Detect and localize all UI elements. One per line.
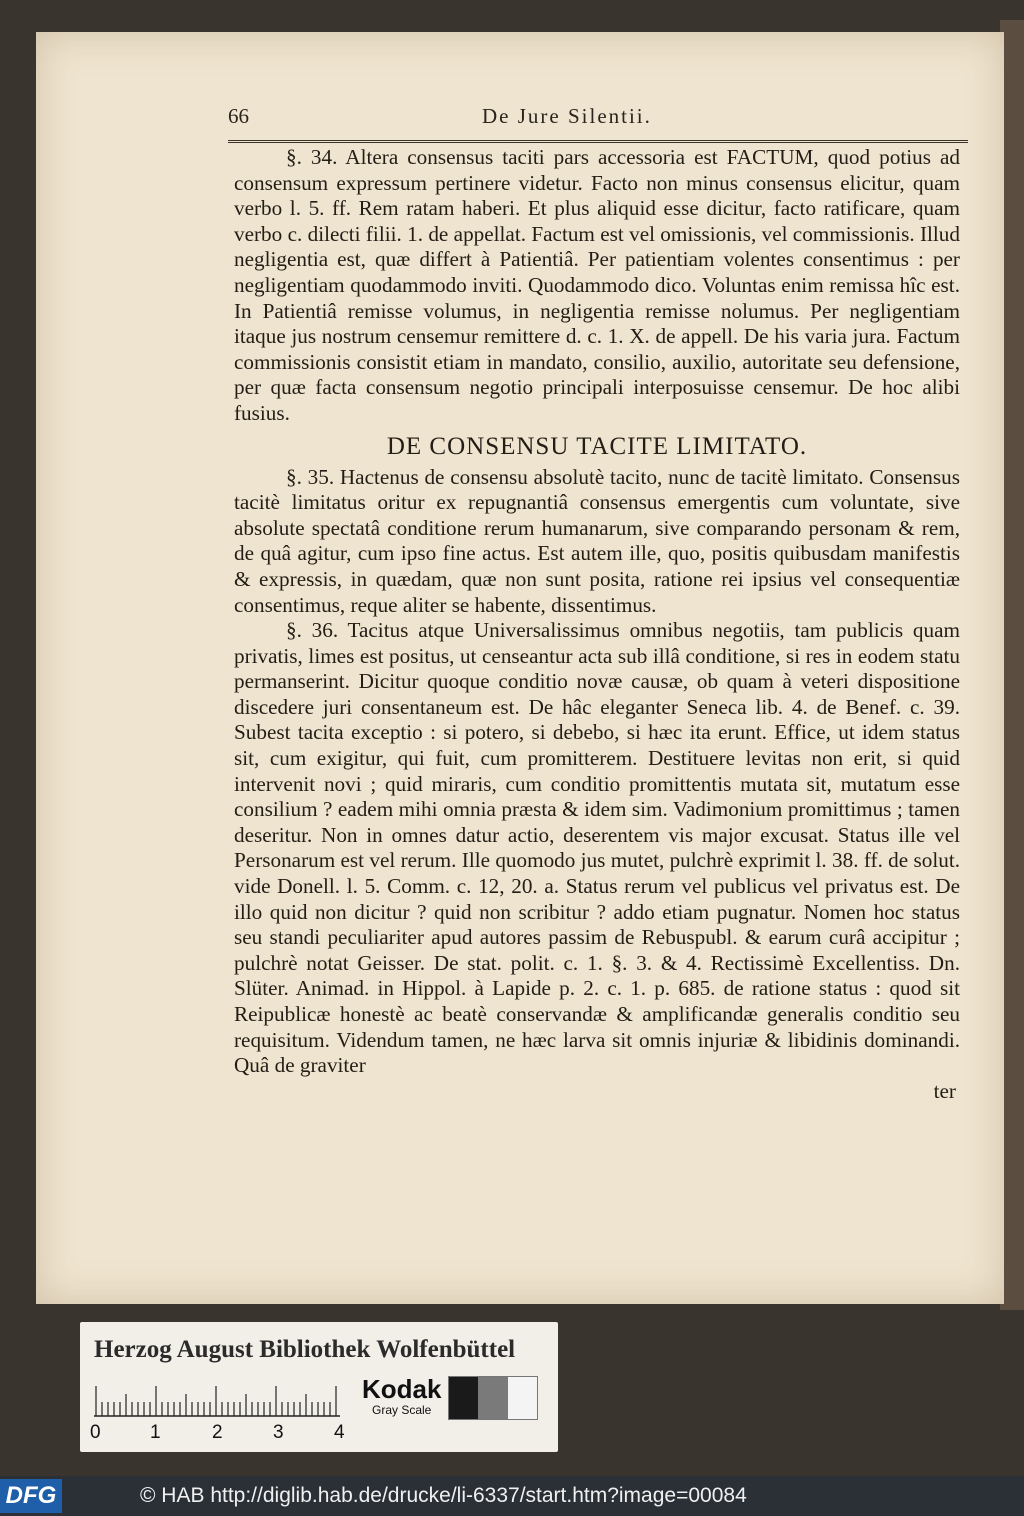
dfg-logo: DFG bbox=[0, 1479, 62, 1513]
ruler-number: 0 bbox=[90, 1422, 101, 1443]
kodak-subtitle: Gray Scale bbox=[372, 1403, 432, 1417]
swatch-black bbox=[449, 1377, 478, 1419]
swatch-white bbox=[508, 1377, 537, 1419]
page-text bbox=[234, 145, 960, 1104]
catchword: ter bbox=[933, 1078, 956, 1103]
paragraph-35: §. 35. Hactenus de consensu absolutè tacito, nunc de tacitè limitato. Consensus tacitè limitatus oritur ex repugnantiâ consensus emergentis cum voluntate, sive absolute spectatâ conditione rerum humanarum, sive comparando personam & rem, de quâ agitur, cum ipso fine actus. Est autem ille, quo, positis quibusdam manifestis & expressis, in quædam, quæ non sunt posita, ratione rei ipsius vel consequentiæ consentimus, reque aliter se habente, dissentimus. bbox=[234, 464, 960, 617]
ruler-number: 1 bbox=[150, 1422, 161, 1443]
paragraph-36: §. 36. Tacitus atque Universalissimus omnibus negotiis, tam publicis quam privatis, limes est positus, ut censeantur acta sub illâ conditione, si res in eodem statu permanserint. Dicitur quoque conditio novæ causæ, ob quam à veteri dispositione discedere juri consentaneum est. De hâc eleganter Seneca lib. 4. de Benef. c. 39. Subest tacita exceptio : si potero, si debebo, si hæc ita erunt. Effice, ut idem status sit, cum exigitur, qui fuit, cum promitterem. Destituere levitas non erit, si quid intervenit novi ; quid miraris, cum conditio promittentis mutata sit, mutatum esse consilium ? eadem mihi omnia præsta & idem sim. Vadimonium promittimus ; tamen deseritur. Non in omnes datur actio, deserentem vis major excusat. Status ille vel Personarum est vel rerum. Ille quomodo jus mutet, pulchrè exprimit l. 38. ff. de solut. vide Donell. l. 5. Comm. c. 12, 20. a. Status rerum vel publicus vel privatus est. De illo quid non dicitur ? quid non scribitur ? addo etiam pugnatur. Nomen hoc status seu standi peculiariter apud autores passim de Rebuspubl. & earum curâ accipitur ; pulchrè notat Geisser. De stat. polit. c. 1. §. 3. & 4. Rectissimè Excellentiss. Dn. Slüter. Animad. in Hippol. à Lapide p. 2. c. 1. p. 685. de ratione status : quod sit Reipublicæ honestè ac beatè conservandæ & amplificandæ generalis conditio seu requisitum. Videndum tamen, ne hæc larva sit omnis injuriæ & libidinis dominandi. Quâ de graviter bbox=[234, 618, 960, 1078]
kodak-logo bbox=[362, 1374, 441, 1417]
ruler-numbers bbox=[90, 1422, 350, 1446]
swatch-gray bbox=[478, 1377, 507, 1419]
page-number: 66 bbox=[228, 104, 249, 128]
running-title: De Jure Silentii. bbox=[482, 104, 652, 128]
paragraph-34: §. 34. Altera consensus taciti pars accessoria est FACTUM, quod potius ad consensum expressum pertinere videtur. Facto non minus consensus elicitur, quam verbo l. 5. ff. Rem ratam haberi. Et plus aliquid esse dicitur, facto ratificare, quam verbo c. dilecti filii. 1. de appellat. Factum est vel omissionis, vel commissionis. Illud negligentia est, quæ differt à Patientiâ. Per patientiam volentes consentimus : per negligentiam quodammodo inviti. Quodammodo dico. Voluntas enim remissa hîc est. In Patientiâ remisse volumus, in negligentia remisse nolumus. Per negligentiam itaque jus nostrum censemur remittere d. c. 1. X. de appell. De his varia jura. Factum commissionis consistit etiam in mandato, consilio, auxilio, autoritate seu defensione, per quæ facta consensum negotio principali interposuisse censemur. De hoc alibi fusius. bbox=[234, 145, 960, 425]
kodak-brand: Kodak bbox=[362, 1374, 442, 1404]
grayscale-swatches bbox=[448, 1376, 538, 1420]
header-rule bbox=[228, 140, 968, 143]
ruler-number: 4 bbox=[334, 1422, 345, 1443]
ruler-scale bbox=[94, 1382, 340, 1418]
color-calibration-card bbox=[80, 1322, 558, 1452]
page-header bbox=[228, 104, 968, 134]
section-heading: DE CONSENSU TACITE LIMITATO. bbox=[386, 432, 808, 460]
credit-link[interactable]: © HAB http://diglib.hab.de/drucke/li-6337/start.htm?image=00084 bbox=[140, 1484, 747, 1507]
ruler-number: 3 bbox=[273, 1422, 284, 1443]
ruler-number: 2 bbox=[212, 1422, 223, 1443]
library-name: Herzog August Bibliothek Wolfenbüttel bbox=[94, 1336, 516, 1363]
